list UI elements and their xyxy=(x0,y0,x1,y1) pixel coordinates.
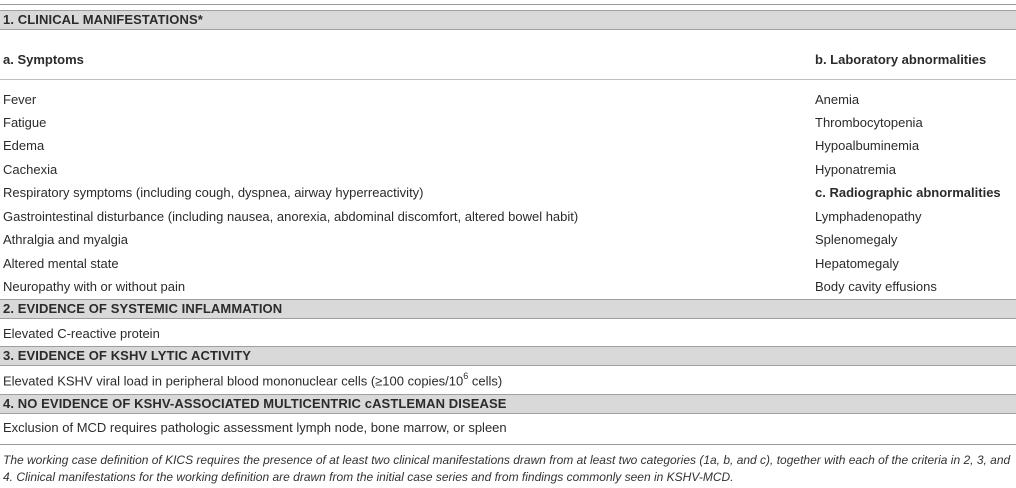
symptom-item: Athralgia and myalgia xyxy=(3,232,129,247)
greater-or-equal-symbol: ≥ xyxy=(375,373,383,389)
symptom-item: Altered mental state xyxy=(3,256,119,271)
header-separator xyxy=(0,79,1016,80)
section-3-count: 100 copies/10 xyxy=(382,373,464,389)
symptom-item: Fatigue xyxy=(3,115,47,130)
symptom-item: Fever xyxy=(3,92,37,107)
section-3-exponent: 6 xyxy=(463,371,469,381)
lab-item: Hypoalbuminemia xyxy=(815,138,920,153)
section-3-heading: 3. EVIDENCE OF KSHV LYTIC ACTIVITY xyxy=(0,346,1016,366)
symptom-item: Respiratory symptoms (including cough, dyspnea, airway hyperreactivity) xyxy=(3,185,424,200)
radiographic-item: Body cavity effusions xyxy=(815,279,937,294)
lab-item: Anemia xyxy=(815,92,860,107)
table-bottom-rule xyxy=(0,444,1016,445)
symptom-item: Gastrointestinal disturbance (including nausea, anorexia, abdominal discomfort, altered bowel habit) xyxy=(3,209,579,224)
symptoms-header: a. Symptoms xyxy=(3,52,84,67)
lab-item: Thrombocytopenia xyxy=(815,115,923,130)
symptom-item: Edema xyxy=(3,138,45,153)
section-2-text: Elevated C-reactive protein xyxy=(3,326,160,341)
section-4-text: Exclusion of MCD requires pathologic assessment lymph node, bone marrow, or spleen xyxy=(3,420,507,435)
table-top-rule xyxy=(0,4,1016,5)
section-1-heading: 1. CLINICAL MANIFESTATIONS* xyxy=(0,10,1016,30)
section-3-text-before: Elevated KSHV viral load in peripheral blood mononuclear cells ( xyxy=(3,373,376,389)
section-2-heading: 2. EVIDENCE OF SYSTEMIC INFLAMMATION xyxy=(0,299,1016,319)
radiographic-item: Lymphadenopathy xyxy=(815,209,922,224)
radiographic-item: Splenomegaly xyxy=(815,232,898,247)
section-4-heading: 4. NO EVIDENCE OF KSHV-ASSOCIATED MULTICENTRIC cASTLEMAN DISEASE xyxy=(0,394,1016,414)
symptom-item: Neuropathy with or without pain xyxy=(3,279,186,294)
radiographic-header: c. Radiographic abnormalities xyxy=(815,185,1001,200)
radiographic-item: Hepatomegaly xyxy=(815,256,899,271)
section-3-text xyxy=(3,372,502,388)
symptom-item: Cachexia xyxy=(3,162,58,177)
lab-item: Hyponatremia xyxy=(815,162,896,177)
laboratory-header: b. Laboratory abnormalities xyxy=(815,52,987,67)
section-3-text-after: cells) xyxy=(468,373,503,389)
table-footnote: The working case definition of KICS requires the presence of at least two clinical manifestations drawn from at least two categories (1a, b, and c), together with each of the criteria in 2, 3, and 4. Clinical manifestations for the working definition are drawn from the initial case series and from findings commonly seen in KSHV-MCD. xyxy=(3,453,1011,484)
